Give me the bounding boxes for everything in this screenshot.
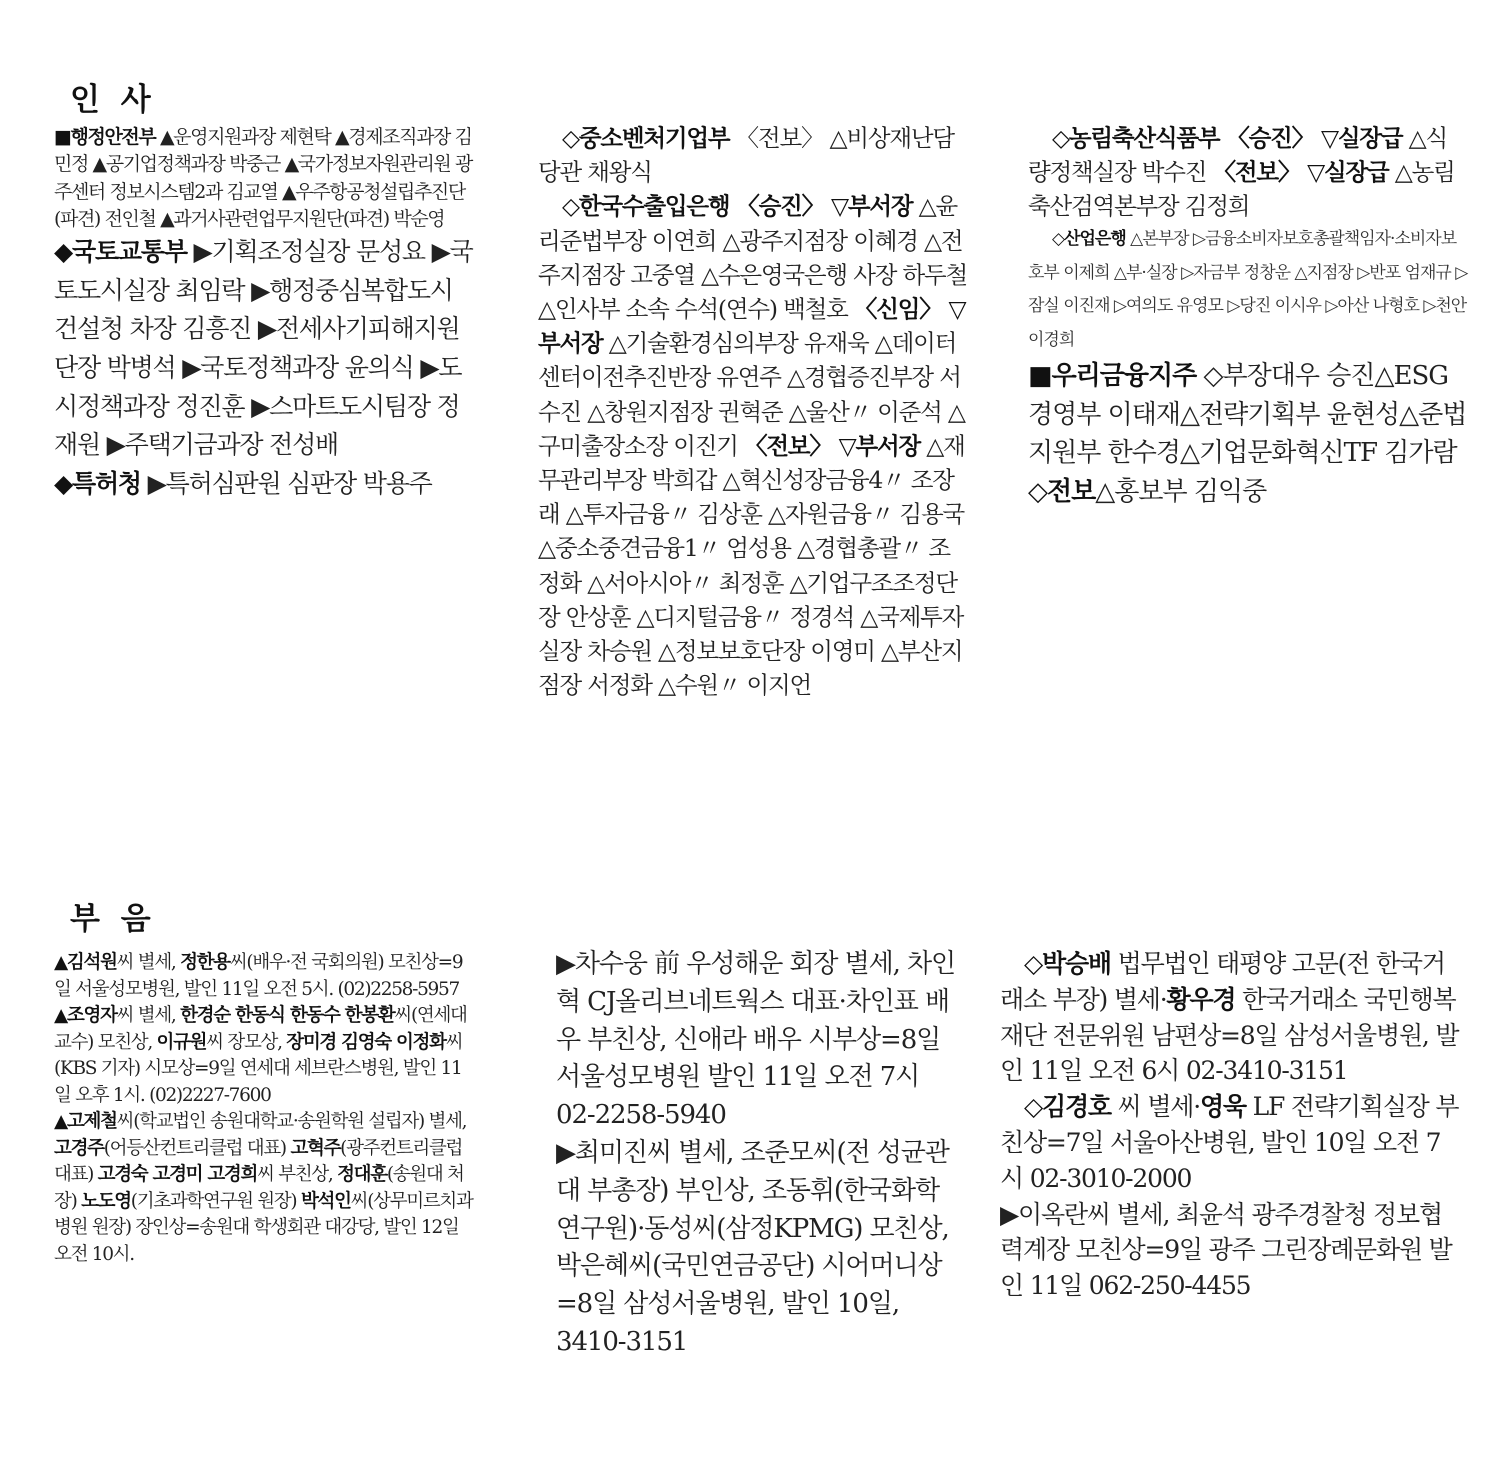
org-name: ◇중소벤처기업부 <box>562 124 730 152</box>
section-heading-insa: 인 사 <box>70 82 156 118</box>
org-name: ◇농림축산식품부 <box>1052 124 1220 152</box>
entry-text: 씨(연세대 교수) 모친상, <box>54 1005 467 1053</box>
family-name: 한경순 한동식 한동수 한봉환 <box>180 1005 395 1026</box>
deceased-name: ▲김석원 <box>54 952 117 973</box>
family-name: 고경주 <box>54 1137 104 1159</box>
entry-text: 한국거래소 국민행복재단 전문위원 남편상=8일 삼성서울병원, 발인 11일 오전 6시 02-3410-3151 <box>1000 984 1459 1086</box>
entry-label: 〈전보〉 ▽부서장 <box>744 431 921 460</box>
entry-text: 씨(배우·전 국회의원) 모친상=9일 서울성모병원, 발인 11일 오전 5시. (02)2258-5957 <box>54 952 463 1000</box>
deceased-name: ▲조영자 <box>54 1005 117 1026</box>
obituary-entry <box>1000 1089 1460 1196</box>
entry-label: ◇전보 <box>1028 477 1096 508</box>
family-name: 고혁주 <box>290 1137 341 1159</box>
family-name: 이규원 <box>156 1031 207 1053</box>
entry-label: 〈전보〉 ▽실장급 <box>1212 158 1389 186</box>
entry-text: LF 전략기획실장 부친상=7일 서울아산병원, 발인 10일 오전 7시 02-3010-2000 <box>1000 1092 1459 1193</box>
obituary-entry: ▶차수웅 前 우성해운 회장 별세, 차인혁 CJ올리브네트웍스 대표·차인표 배우 부친상, 신애라 배우 시부상=8일 서울성모병원 발인 11일 오전 7시 02-2258-5940 <box>556 949 955 1131</box>
family-name: 고경숙 고경미 고경희 <box>97 1164 258 1185</box>
insa-entry-kdb <box>1028 223 1468 357</box>
insa-column-1 <box>54 124 474 503</box>
obituary-entry <box>54 1003 474 1109</box>
insa-entry-mafra <box>1028 121 1468 223</box>
entry-label: 〈전보〉 <box>729 124 824 152</box>
entry-text: 씨 별세· <box>1110 1092 1200 1122</box>
entry-text: 씨 별세, <box>116 952 181 973</box>
family-name: 노도영 <box>81 1190 131 1212</box>
entry-text: △재무관리부장 박희갑 △혁신성장금융4〃 조장래 △투자금융〃 김상훈 △자원금융〃 김용국 △중소중견금융1〃 엄성용 △경협총괄〃 조정화 △서아시아〃 최정훈 △기업구조조정단장 안상훈 △디지털금융〃 정경석 △국제투자실장 차승원 △정보보호단장 이영미 △부산지점장 서정화 △수원〃 이지언 <box>538 431 965 700</box>
entry-text: (송원대 처장) <box>54 1164 464 1212</box>
entry-text: ◇부장대우 승진△ESG경영부 이태재△전략기획부 윤현성△준법지원부 한수경△기업문화혁신TF 김가람 <box>1028 361 1467 469</box>
obituary-entry <box>54 1109 474 1268</box>
deceased-name: ◇박승배 <box>1024 949 1111 978</box>
org-name: ◆특허청 <box>54 468 141 498</box>
entry-text: △식량정책실장 박수진 <box>1028 124 1447 186</box>
entry-text: ▲운영지원과장 제현탁 ▲경제조직과장 김민정 ▲공기업정책과장 박중근 ▲국가정보자원관리원 광주센터 정보시스템2과 김교열 ▲우주항공청설립추진단(파견) 전인철 ▲과거사관련업무지원단(파견) 박순영 <box>54 126 472 230</box>
entry-text: △본부장 ▷금융소비자보호총괄책임자·소비자보호부 이제희 △부·실장 ▷자금부 정창운 △지점장 ▷반포 엄재규 ▷잠실 이진재 ▷여의도 유영모 ▷당진 이시우 ▷아산 나형호 ▷천안 이경희 <box>1028 229 1468 350</box>
entry-label: 〈승진〉 ▽실장급 <box>1219 124 1403 152</box>
family-name: 박석인 <box>300 1190 351 1212</box>
entry-text: ▶특허심판원 심판장 박용주 <box>140 468 432 498</box>
family-name: 장미경 김영숙 이정화 <box>286 1031 446 1053</box>
entry-text: △농림축산검역본부장 김정희 <box>1028 158 1455 220</box>
entry-text: (어등산컨트리클럽 대표) <box>103 1137 291 1159</box>
entry-text: 씨(학교법인 송원대학교·송원학원 설립자) 별세, <box>116 1111 467 1132</box>
org-name: ◇한국수출입은행 <box>562 192 730 221</box>
org-name: ◇산업은행 <box>1052 229 1126 249</box>
bueum-column-2 <box>556 946 956 1362</box>
family-name: 정대훈 <box>337 1164 387 1185</box>
entry-text: 법무법인 태평양 고문(전 한국거래소 부장) 별세· <box>1000 949 1445 1014</box>
entry-text: △비상재난담당관 채왕식 <box>538 124 954 187</box>
entry-label: 〈승진〉 ▽부서장 <box>729 192 913 221</box>
org-name: ◆국토교통부 <box>54 237 187 267</box>
entry-text: (광주컨트리클럽 대표) <box>54 1137 463 1185</box>
entry-text: ▶기획조정실장 문성요 ▶국토도시실장 최임락 ▶행정중심복합도시건설청 차장 김흥진 ▶전세사기피해지원단장 박병석 ▶국토정책과장 윤의식 ▶도시정책과장 정진훈 ▶스마트도시팀장 정재원 ▶주택기금과장 전성배 <box>54 237 473 460</box>
entry-text: 씨 장모상, <box>206 1031 287 1053</box>
entry-text: △윤리준법부장 이연희 △광주지점장 이혜경 △전주지점장 고중열 △수은영국은행 사장 하두철 △인사부 소속 수석(연수) 백철호 <box>538 192 967 324</box>
bueum-column-1 <box>54 950 474 1268</box>
obituary-entry: ▶최미진씨 별세, 조준모씨(전 성균관대 부총장) 부인상, 조동휘(한국화학연구원)·동성씨(삼정KPMG) 모친상, 박은혜씨(국민연금공단) 시어머니상=8일 삼성서울병원, 발인 10일, 3410-3151 <box>556 1137 949 1357</box>
obituary-entry <box>1000 946 1460 1089</box>
insa-entry-koreaexim <box>538 189 968 702</box>
entry-text: 씨(상무미르치과병원 원장) 장인상=송원대 학생회관 대강당, 발인 12일 오전 10시. <box>54 1190 473 1265</box>
deceased-name: ◇김경호 <box>1024 1092 1111 1122</box>
insa-column-2 <box>538 121 968 702</box>
entry-text: (기초과학연구원 원장) <box>130 1190 301 1212</box>
section-heading-bueum: 부 음 <box>70 901 156 937</box>
entry-text: 씨 부친상, <box>257 1164 338 1185</box>
insa-entry-mss <box>538 121 968 189</box>
insa-entry-woorifg <box>1028 357 1468 512</box>
entry-text: △기술환경심의부장 유재욱 △데이터센터이전추진반장 유연주 △경협증진부장 서수진 △창원지점장 권혁준 △울산〃 이준석 △구미출장소장 이진기 <box>538 329 965 460</box>
insa-entry-molit <box>54 233 474 465</box>
insa-column-3 <box>1028 121 1468 512</box>
family-name: 정한용 <box>180 952 230 973</box>
bueum-column-3 <box>1000 946 1460 1304</box>
obituary-entry <box>54 950 474 1003</box>
entry-label: 〈신임〉 ▽부서장 <box>538 295 966 358</box>
insa-entry-mois <box>54 124 474 233</box>
obituary-entry: ▶이옥란씨 별세, 최윤석 광주경찰청 정보협력계장 모친상=9일 광주 그린장례문화원 발인 11일 062-250-4455 <box>1000 1199 1452 1301</box>
insa-entry-kipo <box>54 465 474 504</box>
org-name: ■행정안전부 <box>54 126 156 148</box>
family-name: 영욱 <box>1199 1092 1246 1122</box>
family-name: 황우경 <box>1166 984 1236 1014</box>
entry-text: 씨(KBS 기자) 시모상=9일 연세대 세브란스병원, 발인 11일 오후 1시. (02)2227-7600 <box>54 1031 463 1106</box>
entry-text: 씨 별세, <box>116 1005 181 1026</box>
entry-text: △홍보부 김익중 <box>1095 477 1267 508</box>
deceased-name: ▲고제철 <box>54 1111 117 1132</box>
org-name: ■우리금융지주 <box>1028 361 1197 391</box>
